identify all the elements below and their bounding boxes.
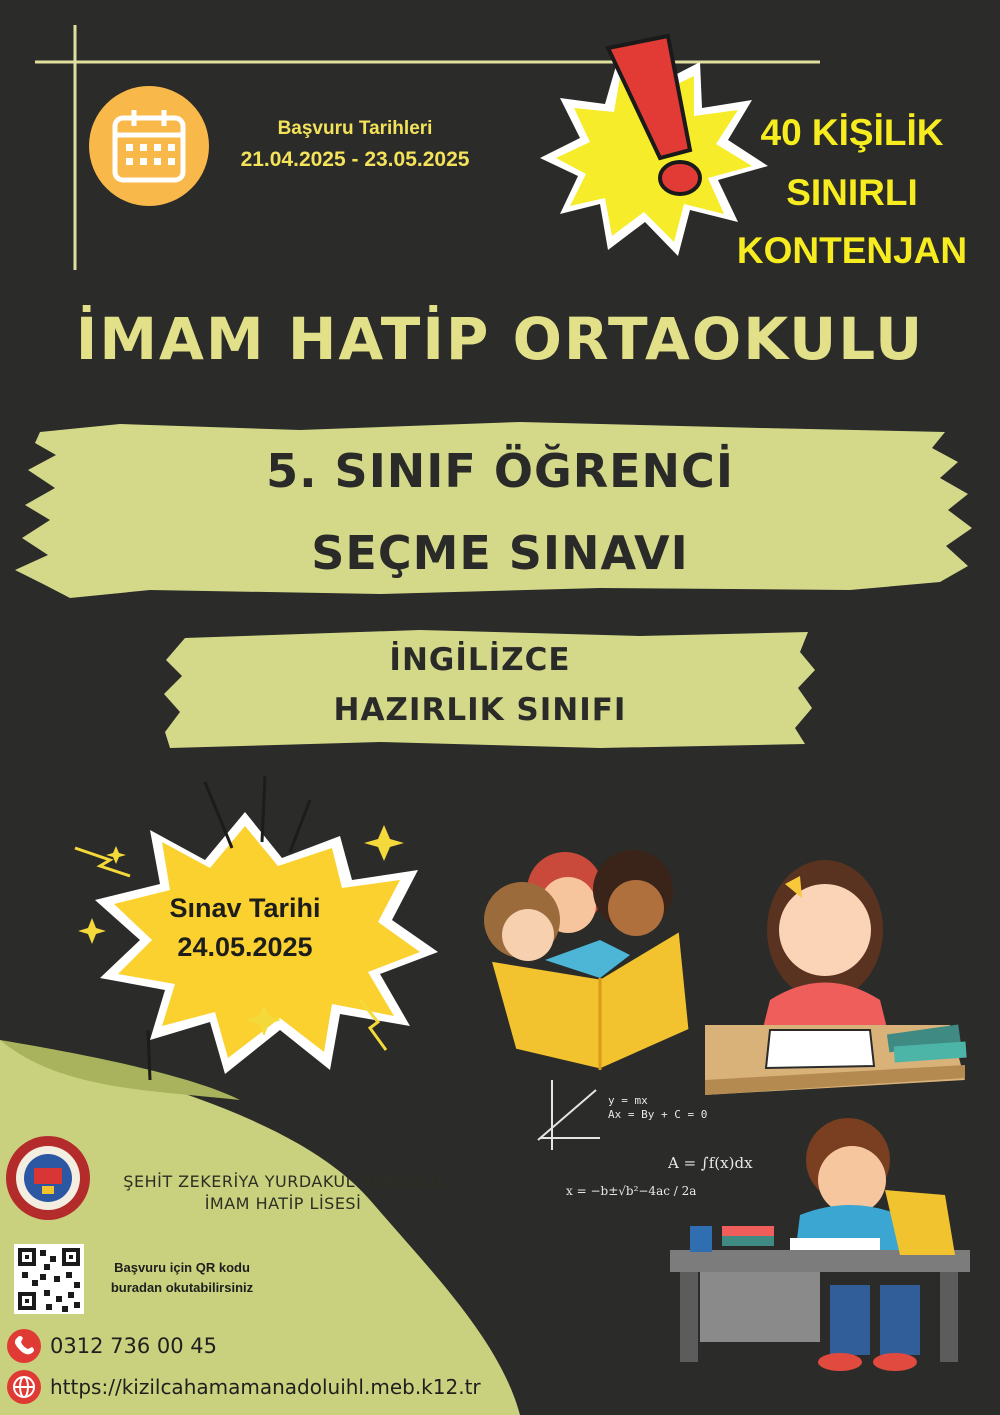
school-name-line2: İMAM HATİP LİSESİ xyxy=(204,1194,362,1213)
prep-title-line2: HAZIRLIK SINIFI xyxy=(333,692,627,728)
application-dates-range: 21.04.2025 - 23.05.2025 xyxy=(240,148,470,171)
application-dates-title: Başvuru Tarihleri xyxy=(277,118,433,139)
website-link[interactable]: https://kizilcahamamanadoluihl.meb.k12.tr xyxy=(50,1375,481,1399)
math-note-quadratic: x = −b±√b²−4ac / 2a xyxy=(566,1184,697,1198)
phone-icon xyxy=(7,1329,41,1363)
math-graph xyxy=(538,1080,600,1150)
calendar-icon xyxy=(89,86,209,206)
math-note-integral: A = ∫f(x)dx xyxy=(668,1154,753,1172)
girl-at-desk-illustration xyxy=(705,860,967,1095)
exam-date-label: Sınav Tarihi xyxy=(169,893,321,923)
quota-line2: SINIRLI xyxy=(786,172,918,213)
bottom-panel xyxy=(0,1040,520,1415)
page-title: İMAM HATİP ORTAOKULU xyxy=(75,305,925,373)
school-logo xyxy=(6,1136,90,1220)
reading-kids-illustration xyxy=(484,850,690,1070)
quota-line3: KONTENJAN xyxy=(736,230,968,271)
math-note-general: Ax = By + C = 0 xyxy=(608,1108,708,1121)
qr-caption-line1: Başvuru için QR kodu xyxy=(114,1260,250,1275)
quota-line1: 40 KİŞİLİK xyxy=(760,112,944,153)
school-name-line1: ŞEHİT ZEKERİYA YURDAKUL ANADOLU xyxy=(123,1172,443,1191)
qr-code xyxy=(14,1244,84,1314)
prep-title-line1: İNGİLİZCE xyxy=(389,642,571,678)
phone-number[interactable]: 0312 736 00 45 xyxy=(50,1334,217,1358)
exam-title-line1: 5. SINIF ÖĞRENCİ xyxy=(266,444,734,498)
exam-title-line2: SEÇME SINAVI xyxy=(311,526,689,580)
globe-icon xyxy=(7,1370,41,1404)
math-note-line: y = mx xyxy=(608,1094,648,1107)
exam-date-value: 24.05.2025 xyxy=(177,932,313,962)
qr-caption-line2: buradan okutabilirsiniz xyxy=(110,1280,254,1295)
